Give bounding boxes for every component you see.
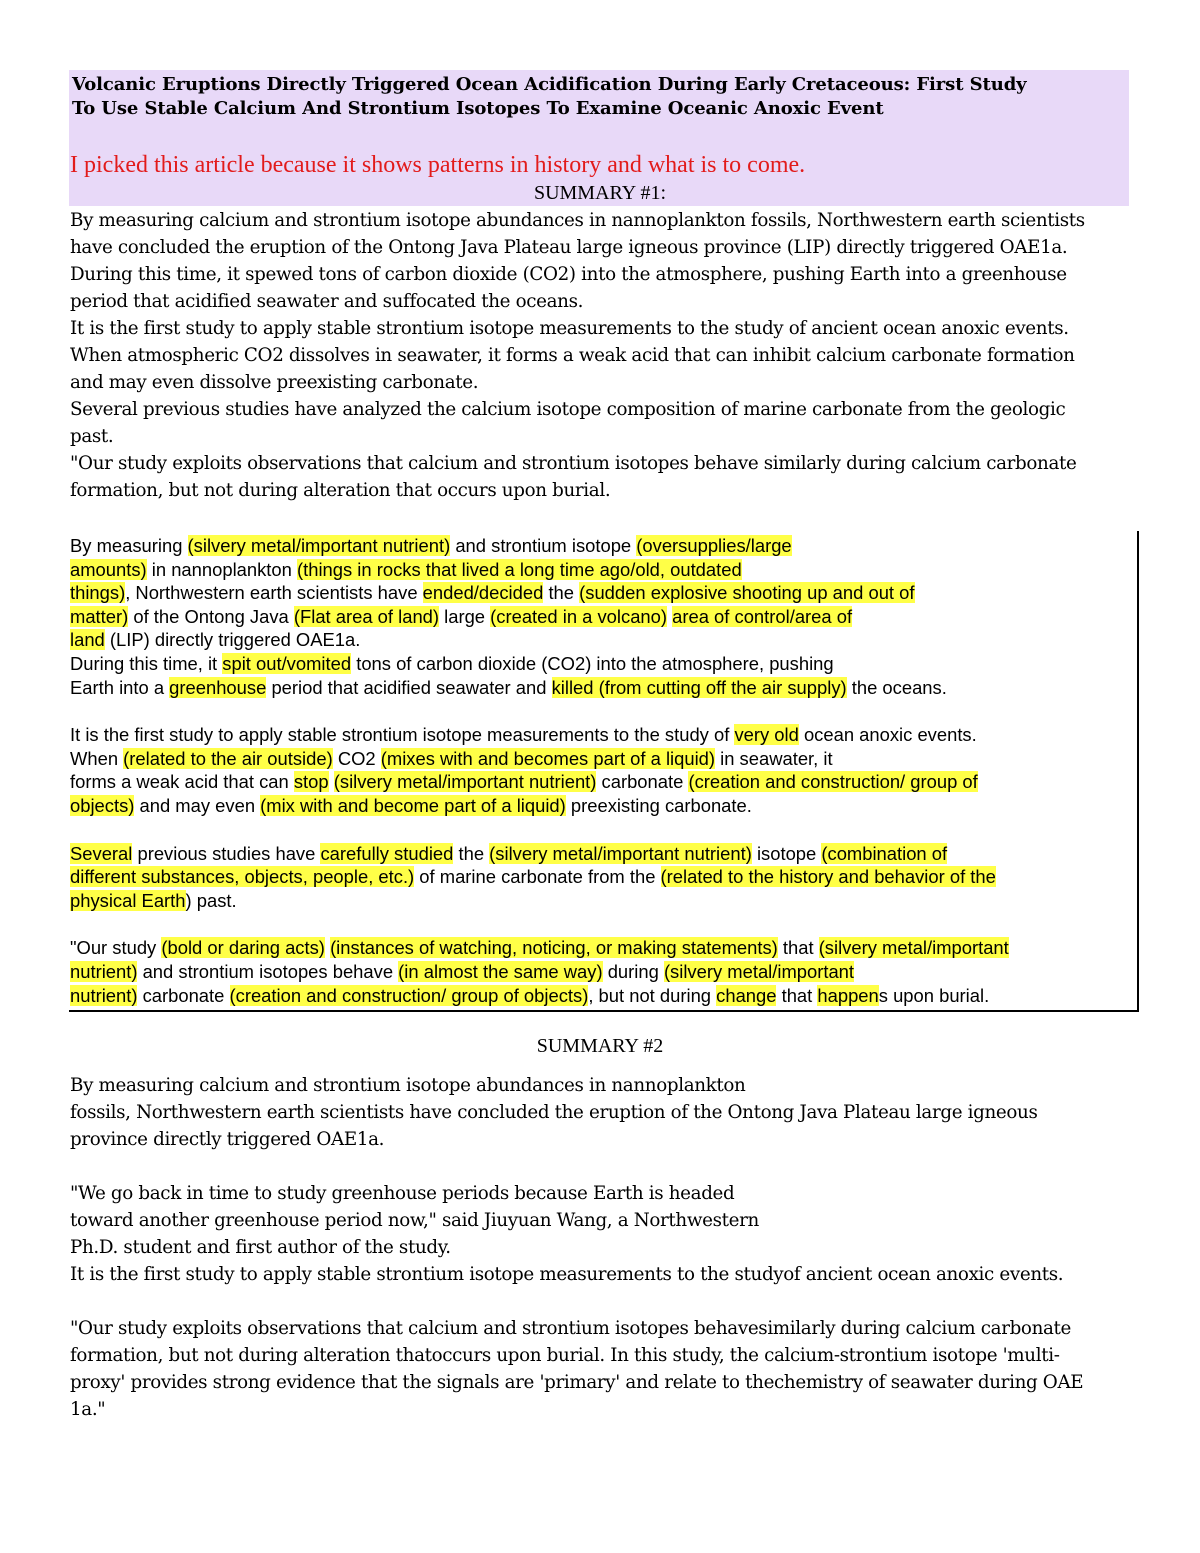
summary-2-line: province directly triggered OAE1a. xyxy=(70,1129,385,1150)
highlighted-definition: (created in a volcano) xyxy=(490,605,668,627)
annotated-line xyxy=(70,984,1009,1008)
highlighted-definition: spit out/vomited xyxy=(222,652,352,674)
summary-2-line: proxy' provides strong evidence that the signals are 'primary' and relate to thechemistry of seawater during OAE xyxy=(70,1372,1084,1393)
summary-2-line: formation, but not during alteration thatoccurs upon burial. In this study, the calcium-strontium isotope 'multi- xyxy=(70,1345,1060,1366)
text-segment: , Northwestern earth scientists have xyxy=(125,582,423,604)
annotated-line xyxy=(70,794,1009,818)
text-segment: the oceans. xyxy=(846,676,947,698)
text-segment: isotope xyxy=(751,842,822,864)
text-segment: in seawater, it xyxy=(715,747,833,769)
text-segment: the xyxy=(543,582,580,604)
summary-1-text xyxy=(70,207,1085,504)
text-segment: forms a weak acid that can xyxy=(70,771,294,793)
summary-2-line: Ph.D. student and first author of the study. xyxy=(70,1237,451,1258)
text-segment: carbonate xyxy=(596,771,689,793)
text-segment: large xyxy=(439,605,491,627)
text-segment: that xyxy=(777,937,819,959)
text-segment: and may even xyxy=(134,794,261,816)
text-segment: period that acidified seawater and xyxy=(266,676,552,698)
summary-1-line: When atmospheric CO2 dissolves in seawater, it forms a weak acid that can inhibit calcium carbonate formation xyxy=(70,345,1075,366)
title-line-2: To Use Stable Calcium And Strontium Isotopes To Examine Oceanic Anoxic Event xyxy=(72,98,884,119)
summary-1-line: "Our study exploits observations that calcium and strontium isotopes behave similarly during calcium carbonate xyxy=(70,453,1077,474)
summary-1-heading: SUMMARY #1: xyxy=(533,182,667,204)
title-line-1: Volcanic Eruptions Directly Triggered Ocean Acidification During Early Cretaceous: First Study xyxy=(72,74,1027,95)
highlighted-definition: killed (from cutting off the air supply) xyxy=(551,676,847,698)
summary-1-line: By measuring calcium and strontium isotope abundances in nannoplankton fossils, Northwestern earth scientists xyxy=(70,210,1085,231)
text-segment xyxy=(329,771,334,792)
highlighted-definition: greenhouse xyxy=(169,676,267,698)
picked-note: I picked this article because it shows patterns in history and what is to come. xyxy=(70,152,806,178)
highlighted-definition: area of control/area of xyxy=(672,605,853,627)
summary-2-heading: SUMMARY #2 xyxy=(536,1035,664,1057)
text-segment: It is the first study to apply stable strontium isotope measurements to the study of xyxy=(70,724,735,746)
annotated-line xyxy=(70,605,1009,629)
highlighted-definition: stop xyxy=(293,771,329,793)
annotated-text xyxy=(70,534,1009,1007)
annotated-line xyxy=(70,747,1009,771)
highlighted-definition: (instances of watching, noticing, or making statements) xyxy=(330,937,778,959)
text-segment: of marine carbonate from the xyxy=(414,866,661,888)
highlighted-definition: (silvery metal/important nutrient) xyxy=(489,842,752,864)
text-segment: previous studies have xyxy=(132,842,321,864)
highlighted-definition: (silvery metal/important xyxy=(663,960,855,982)
highlighted-definition: (related to the air outside) xyxy=(123,747,333,769)
highlighted-definition: objects) xyxy=(70,794,135,816)
text-segment: of the Ontong Java xyxy=(128,605,294,627)
summary-1-line: During this time, it spewed tons of carbon dioxide (CO2) into the atmosphere, pushing Earth into a greenhouse xyxy=(70,264,1067,285)
highlighted-definition: (combination of xyxy=(821,842,948,864)
annotated-line xyxy=(70,936,1009,960)
annotated-line xyxy=(70,889,1009,913)
highlighted-definition: (creation and construction/ group of xyxy=(688,771,978,793)
text-segment: and strontium isotopes behave xyxy=(137,960,399,982)
highlighted-definition: (silvery metal/important xyxy=(818,937,1009,959)
text-segment: in nannoplankton xyxy=(146,558,297,580)
text-segment: CO2 xyxy=(332,747,381,769)
text-segment: during xyxy=(602,960,664,982)
text-segment: By measuring xyxy=(70,535,188,556)
annotated-line xyxy=(70,960,1009,984)
highlighted-definition: (sudden explosive shooting up and out of xyxy=(579,582,915,604)
highlighted-definition: nutrient) xyxy=(70,984,138,1006)
highlighted-definition: things) xyxy=(70,582,126,604)
text-segment: preexisting carbonate. xyxy=(565,794,752,816)
text-segment: During this time, it xyxy=(70,652,223,674)
highlighted-definition: matter) xyxy=(70,605,129,627)
annotated-line xyxy=(70,676,1009,700)
text-segment: ) past. xyxy=(185,889,237,911)
annotated-line xyxy=(70,770,1009,794)
summary-2-text xyxy=(70,1072,1083,1423)
highlighted-definition: ended/decided xyxy=(422,582,544,604)
annotated-line xyxy=(70,628,1009,652)
summary-2-line: fossils, Northwestern earth scientists have concluded the eruption of the Ontong Java Plateau large igneous xyxy=(70,1102,1038,1123)
summary-2-line: It is the first study to apply stable strontium isotope measurements to the studyof ancient ocean anoxic events. xyxy=(70,1264,1064,1285)
text-segment: s upon burial. xyxy=(878,984,990,1006)
summary-2-line: toward another greenhouse period now," said Jiuyuan Wang, a Northwestern xyxy=(70,1210,759,1231)
annotated-line xyxy=(70,723,1009,747)
summary-2-line: 1a." xyxy=(70,1399,106,1420)
annotated-line xyxy=(70,865,1009,889)
summary-1-line: period that acidified seawater and suffocated the oceans. xyxy=(70,291,584,312)
highlighted-definition: physical Earth xyxy=(70,889,186,911)
summary-1-line: and may even dissolve preexisting carbonate. xyxy=(70,372,479,393)
text-segment: carbonate xyxy=(137,984,230,1006)
highlighted-definition: (related to the history and behavior of the xyxy=(660,866,996,888)
highlighted-definition: Several xyxy=(70,842,133,864)
summary-2-line: "We go back in time to study greenhouse periods because Earth is headed xyxy=(70,1183,735,1204)
text-segment: (LIP) directly triggered OAE1a. xyxy=(104,629,361,651)
highlighted-definition: amounts) xyxy=(70,558,147,580)
highlighted-definition: (creation and construction/ group of objects) xyxy=(229,984,589,1006)
highlighted-definition: (bold or daring acts) xyxy=(161,937,325,959)
highlighted-definition: carefully studied xyxy=(320,842,454,864)
highlighted-definition: different substances, objects, people, etc.) xyxy=(70,866,415,888)
text-segment: , but not during xyxy=(588,984,717,1006)
highlighted-definition: (mix with and become part of a liquid) xyxy=(260,794,566,816)
text-segment: tons of carbon dioxide (CO2) into the atmosphere, pushing xyxy=(351,652,834,674)
summary-2-line: By measuring calcium and strontium isotope abundances in nannoplankton xyxy=(70,1075,746,1096)
text-segment: that xyxy=(776,984,818,1006)
highlighted-definition: (mixes with and becomes part of a liquid) xyxy=(380,747,716,769)
summary-2-line: "Our study exploits observations that calcium and strontium isotopes behavesimilarly during calcium carbonate xyxy=(70,1318,1072,1339)
summary-1-line: Several previous studies have analyzed the calcium isotope composition of marine carbonate from the geologic xyxy=(70,399,1066,420)
highlighted-definition: (Flat area of land) xyxy=(293,605,440,627)
highlighted-definition: (in almost the same way) xyxy=(398,960,603,982)
highlighted-definition: (silvery metal/important nutrient) xyxy=(333,771,597,793)
text-segment: ocean anoxic events. xyxy=(798,724,977,746)
highlighted-definition: (oversupplies/large xyxy=(636,535,792,556)
annotated-line xyxy=(70,652,1009,676)
highlighted-definition: happen xyxy=(817,984,879,1006)
annotated-line xyxy=(70,581,1009,605)
summary-1-line: It is the first study to apply stable strontium isotope measurements to the study of ancient ocean anoxic events. xyxy=(70,318,1069,339)
summary-1-line: have concluded the eruption of the Ontong Java Plateau large igneous province (LIP) directly triggered OAE1a. xyxy=(70,237,1068,258)
highlighted-definition: land xyxy=(70,629,105,651)
highlighted-definition: very old xyxy=(734,724,799,746)
text-segment: and strontium isotope xyxy=(450,535,637,556)
highlighted-definition: (things in rocks that lived a long time ago/old, outdated xyxy=(297,558,742,580)
summary-1-line: past. xyxy=(70,426,114,447)
annotated-line xyxy=(70,534,1009,558)
summary-1-line: formation, but not during alteration that occurs upon burial. xyxy=(70,480,611,501)
text-segment: Earth into a xyxy=(70,676,170,698)
annotated-line xyxy=(70,842,1009,866)
text-segment: "Our study xyxy=(70,937,162,959)
text-segment: When xyxy=(70,747,124,769)
highlighted-definition: nutrient) xyxy=(70,960,138,982)
annotated-line xyxy=(70,558,1009,582)
highlighted-definition: (silvery metal/important nutrient) xyxy=(187,535,451,556)
text-segment: the xyxy=(453,842,490,864)
highlighted-definition: change xyxy=(716,984,777,1006)
